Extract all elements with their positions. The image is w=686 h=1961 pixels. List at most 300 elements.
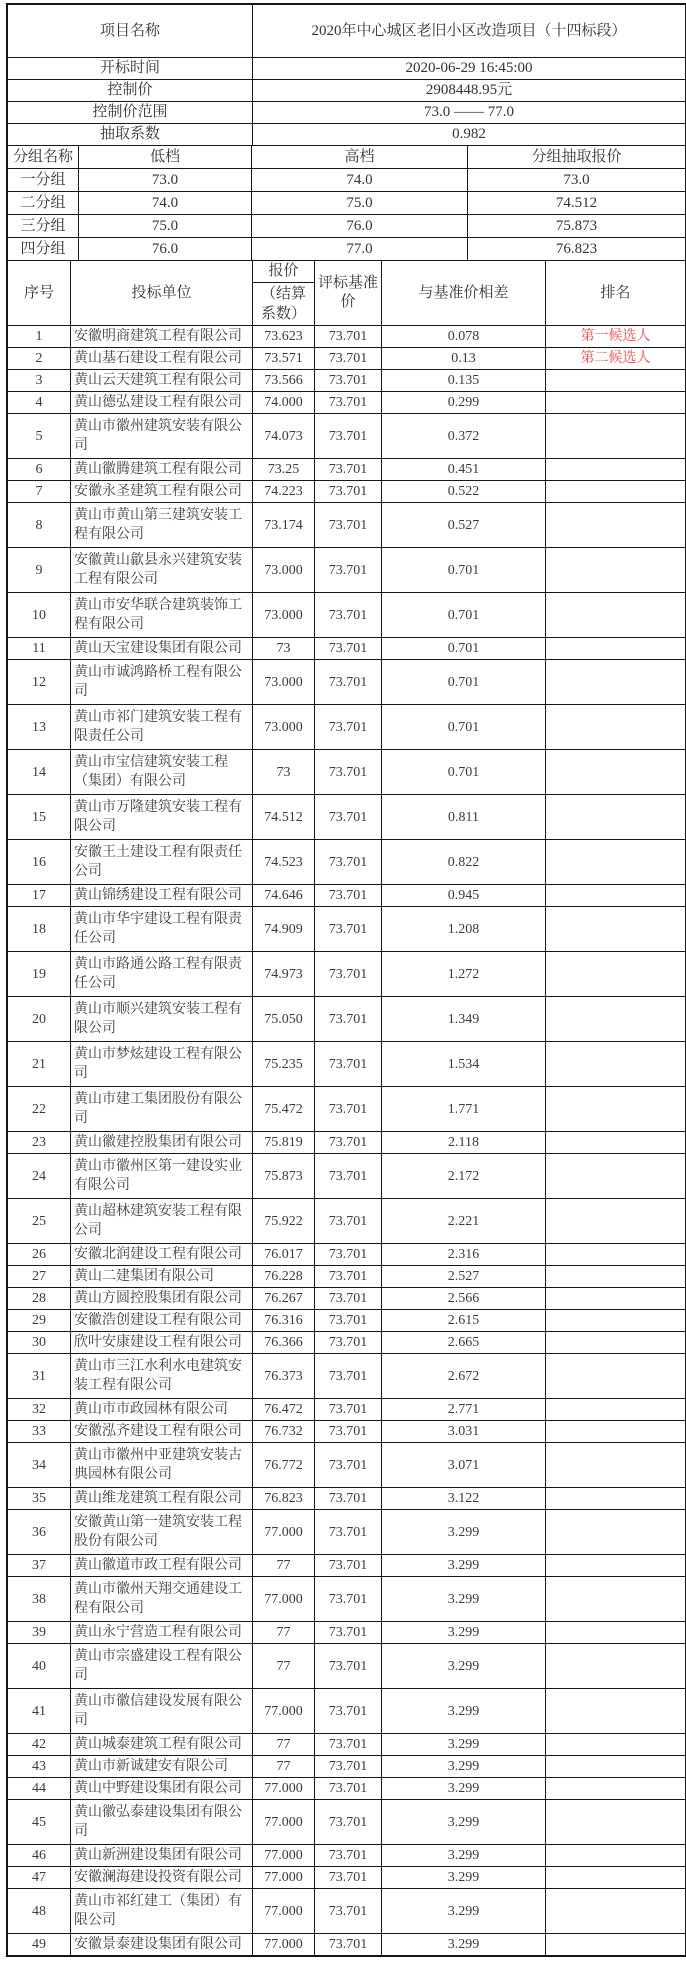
info-label-coefficient: 抽取系数	[8, 124, 253, 146]
bid-row	[8, 1154, 686, 1199]
header-rank: 排名	[546, 261, 686, 326]
bid-row	[8, 952, 686, 997]
seq-cell: 26	[8, 1244, 71, 1266]
rank-cell	[546, 1042, 686, 1087]
seq-cell: 38	[8, 1577, 71, 1622]
base-price-cell: 73.701	[315, 1622, 382, 1644]
base-price-cell: 73.701	[315, 1867, 382, 1889]
info-label-price-range: 控制价范围	[8, 102, 253, 124]
seq-cell: 6	[8, 459, 71, 481]
bidder-cell: 黄山市徽州天翔交通建设工程有限公司	[71, 1577, 253, 1622]
bidder-cell: 黄山徽建控股集团有限公司	[71, 1132, 253, 1154]
seq-cell: 32	[8, 1399, 71, 1421]
diff-cell: 3.299	[382, 1689, 546, 1734]
group-header-row	[8, 146, 686, 169]
price-cell: 73.174	[253, 503, 315, 548]
group-name-cell: 二分组	[8, 192, 79, 215]
bid-row	[8, 1488, 686, 1510]
group-header-cell: 高档	[252, 146, 468, 169]
rank-cell	[546, 907, 686, 952]
base-price-cell: 73.701	[315, 326, 382, 348]
seq-cell: 28	[8, 1288, 71, 1310]
price-cell: 76.316	[253, 1310, 315, 1332]
rank-cell	[546, 1867, 686, 1889]
base-price-cell: 73.701	[315, 481, 382, 503]
rank-cell	[546, 1622, 686, 1644]
seq-cell: 23	[8, 1132, 71, 1154]
seq-cell: 25	[8, 1199, 71, 1244]
seq-cell: 8	[8, 503, 71, 548]
seq-cell: 47	[8, 1867, 71, 1889]
base-price-cell: 73.701	[315, 1555, 382, 1577]
seq-cell: 49	[8, 1934, 71, 1956]
bid-row	[8, 503, 686, 548]
bid-row	[8, 1332, 686, 1354]
rank-cell	[546, 548, 686, 593]
price-cell: 74.223	[253, 481, 315, 503]
bidder-cell: 黄山城泰建筑工程有限公司	[71, 1734, 253, 1756]
seq-cell: 35	[8, 1488, 71, 1510]
info-label-open-time: 开标时间	[8, 58, 253, 80]
base-price-cell: 73.701	[315, 1845, 382, 1867]
bidder-cell: 黄山市祁门建筑安装工程有限责任公司	[71, 705, 253, 750]
bid-row	[8, 370, 686, 392]
base-price-cell: 73.701	[315, 1266, 382, 1288]
diff-cell: 0.822	[382, 840, 546, 885]
seq-cell: 7	[8, 481, 71, 503]
rank-cell	[546, 1577, 686, 1622]
diff-cell: 0.945	[382, 885, 546, 907]
bidder-cell: 黄山二建集团有限公司	[71, 1266, 253, 1288]
seq-cell: 45	[8, 1800, 71, 1845]
price-cell: 75.873	[253, 1154, 315, 1199]
group-row	[8, 169, 686, 192]
bidder-cell: 黄山市建工集团股份有限公司	[71, 1087, 253, 1132]
bid-row	[8, 795, 686, 840]
rank-cell	[546, 1132, 686, 1154]
rank-cell	[546, 1332, 686, 1354]
seq-cell: 46	[8, 1845, 71, 1867]
info-value-project: 2020年中心城区老旧小区改造项目（十四标段）	[253, 5, 686, 58]
bid-row	[8, 1756, 686, 1778]
seq-cell: 36	[8, 1510, 71, 1555]
rank-cell	[546, 1889, 686, 1934]
price-cell: 77.000	[253, 1689, 315, 1734]
seq-cell: 10	[8, 593, 71, 638]
seq-cell: 2	[8, 348, 71, 370]
seq-cell: 14	[8, 750, 71, 795]
bid-row	[8, 1778, 686, 1800]
price-cell: 74.973	[253, 952, 315, 997]
bidder-cell: 安徽浩创建设工程有限公司	[71, 1310, 253, 1332]
group-header-cell: 分组名称	[8, 146, 79, 169]
diff-cell: 2.665	[382, 1332, 546, 1354]
seq-cell: 37	[8, 1555, 71, 1577]
base-price-cell: 73.701	[315, 638, 382, 660]
low-band-cell: 75.0	[79, 215, 252, 238]
diff-cell: 3.299	[382, 1734, 546, 1756]
rank-cell	[546, 1510, 686, 1555]
price-cell: 77.000	[253, 1934, 315, 1956]
price-cell: 75.050	[253, 997, 315, 1042]
base-price-cell: 73.701	[315, 593, 382, 638]
price-cell: 76.228	[253, 1266, 315, 1288]
bidder-cell: 安徽永圣建筑工程有限公司	[71, 481, 253, 503]
bidder-cell: 黄山中野建设集团有限公司	[71, 1778, 253, 1800]
info-label-control-price: 控制价	[8, 80, 253, 102]
base-price-cell: 73.701	[315, 348, 382, 370]
price-cell: 77	[253, 1756, 315, 1778]
bid-row	[8, 1734, 686, 1756]
bid-row	[8, 750, 686, 795]
bidder-cell: 黄山市新诚建安有限公司	[71, 1756, 253, 1778]
diff-cell: 0.701	[382, 638, 546, 660]
price-cell: 77.000	[253, 1510, 315, 1555]
rank-cell	[546, 660, 686, 705]
base-price-cell: 73.701	[315, 1354, 382, 1399]
diff-cell: 0.527	[382, 503, 546, 548]
base-price-cell: 73.701	[315, 1421, 382, 1443]
bidder-cell: 黄山维龙建筑工程有限公司	[71, 1488, 253, 1510]
base-price-cell: 73.701	[315, 392, 382, 414]
base-price-cell: 73.701	[315, 1689, 382, 1734]
seq-cell: 16	[8, 840, 71, 885]
base-price-cell: 73.701	[315, 1042, 382, 1087]
diff-cell: 2.527	[382, 1266, 546, 1288]
bidder-cell: 黄山基石建设工程有限公司	[71, 348, 253, 370]
diff-cell: 0.701	[382, 548, 546, 593]
high-band-cell: 74.0	[252, 169, 468, 192]
bidder-cell: 黄山市路通公路工程有限责任公司	[71, 952, 253, 997]
seq-cell: 43	[8, 1756, 71, 1778]
base-price-cell: 73.701	[315, 548, 382, 593]
bidder-cell: 黄山市万隆建筑安装工程有限公司	[71, 795, 253, 840]
base-price-cell: 73.701	[315, 1154, 382, 1199]
bidder-cell: 黄山徽弘泰建设集团有限公司	[71, 1800, 253, 1845]
price-cell: 77.000	[253, 1845, 315, 1867]
price-cell: 73.000	[253, 705, 315, 750]
info-value-control-price: 2908448.95元	[253, 80, 686, 102]
price-cell: 73.571	[253, 348, 315, 370]
price-cell: 77.000	[253, 1800, 315, 1845]
rank-cell	[546, 750, 686, 795]
bid-row	[8, 326, 686, 348]
info-value-open-time: 2020-06-29 16:45:00	[253, 58, 686, 80]
bidder-cell: 安徽黄山第一建筑安装工程股份有限公司	[71, 1510, 253, 1555]
rank-cell	[546, 840, 686, 885]
price-cell: 77	[253, 1644, 315, 1689]
rank-cell	[546, 1310, 686, 1332]
base-price-cell: 73.701	[315, 1310, 382, 1332]
bidder-cell: 黄山新洲建设集团有限公司	[71, 1845, 253, 1867]
bid-row	[8, 1399, 686, 1421]
bidder-cell: 黄山市安华联合建筑装饰工程有限公司	[71, 593, 253, 638]
base-price-cell: 73.701	[315, 750, 382, 795]
diff-cell: 0.299	[382, 392, 546, 414]
seq-cell: 19	[8, 952, 71, 997]
group-name-cell: 四分组	[8, 238, 79, 261]
header-price	[253, 261, 315, 326]
price-cell: 75.472	[253, 1087, 315, 1132]
rank-cell: 第一候选人	[546, 326, 686, 348]
bid-row	[8, 1244, 686, 1266]
diff-cell: 0.811	[382, 795, 546, 840]
base-price-cell: 73.701	[315, 1889, 382, 1934]
rank-cell	[546, 1087, 686, 1132]
bid-row	[8, 705, 686, 750]
diff-cell: 0.522	[382, 481, 546, 503]
bid-row	[8, 1800, 686, 1845]
bid-row	[8, 1266, 686, 1288]
bidder-cell: 黄山云天建筑工程有限公司	[71, 370, 253, 392]
bidder-cell: 欣叶安康建设工程有限公司	[71, 1332, 253, 1354]
price-cell: 75.922	[253, 1199, 315, 1244]
seq-cell: 34	[8, 1443, 71, 1488]
bid-row	[8, 885, 686, 907]
rank-cell	[546, 1555, 686, 1577]
rank-cell: 第二候选人	[546, 348, 686, 370]
base-price-cell: 73.701	[315, 1510, 382, 1555]
spreadsheet-area	[6, 3, 686, 1957]
bid-row	[8, 481, 686, 503]
bidder-cell: 黄山徽腾建筑工程有限公司	[71, 459, 253, 481]
low-band-cell: 74.0	[79, 192, 252, 215]
seq-cell: 44	[8, 1778, 71, 1800]
price-cell: 76.472	[253, 1399, 315, 1421]
price-cell: 73.000	[253, 593, 315, 638]
seq-cell: 24	[8, 1154, 71, 1199]
diff-cell: 1.771	[382, 1087, 546, 1132]
group-quote-cell: 75.873	[468, 215, 686, 238]
price-cell: 76.772	[253, 1443, 315, 1488]
rank-cell	[546, 1845, 686, 1867]
bid-row	[8, 593, 686, 638]
diff-cell: 3.299	[382, 1555, 546, 1577]
diff-cell: 3.299	[382, 1800, 546, 1845]
diff-cell: 1.534	[382, 1042, 546, 1087]
price-cell: 73.000	[253, 660, 315, 705]
price-cell: 76.373	[253, 1354, 315, 1399]
seq-cell: 20	[8, 997, 71, 1042]
diff-cell: 0.701	[382, 660, 546, 705]
group-quote-cell: 76.823	[468, 238, 686, 261]
price-cell: 73.623	[253, 326, 315, 348]
bid-row	[8, 1042, 686, 1087]
bidder-cell: 黄山永宁营造工程有限公司	[71, 1622, 253, 1644]
base-price-cell: 73.701	[315, 1332, 382, 1354]
base-price-cell: 73.701	[315, 1132, 382, 1154]
seq-cell: 41	[8, 1689, 71, 1734]
base-price-cell: 73.701	[315, 503, 382, 548]
bidder-cell: 黄山市诚鸿路桥工程有限公司	[71, 660, 253, 705]
rank-cell	[546, 1734, 686, 1756]
price-cell: 74.512	[253, 795, 315, 840]
bidder-cell: 黄山市徽州建筑安装有限公司	[71, 414, 253, 459]
base-price-cell: 73.701	[315, 705, 382, 750]
bidder-cell: 黄山市梦炫建设工程有限公司	[71, 1042, 253, 1087]
bid-row	[8, 1555, 686, 1577]
bid-row	[8, 1132, 686, 1154]
diff-cell: 0.701	[382, 750, 546, 795]
bid-row	[8, 414, 686, 459]
project-info-table	[7, 4, 686, 146]
group-row	[8, 238, 686, 261]
base-price-cell: 73.701	[315, 1577, 382, 1622]
bid-row	[8, 840, 686, 885]
seq-cell: 15	[8, 795, 71, 840]
diff-cell: 3.071	[382, 1443, 546, 1488]
base-price-cell: 73.701	[315, 1734, 382, 1756]
info-value-coefficient: 0.982	[253, 124, 686, 146]
bid-row	[8, 997, 686, 1042]
base-price-cell: 73.701	[315, 1778, 382, 1800]
price-cell: 76.267	[253, 1288, 315, 1310]
bidder-cell: 安徽景泰建设集团有限公司	[71, 1934, 253, 1956]
base-price-cell: 73.701	[315, 1800, 382, 1845]
bid-row	[8, 1689, 686, 1734]
rank-cell	[546, 1154, 686, 1199]
price-cell: 77	[253, 1555, 315, 1577]
bidder-cell: 黄山市华宇建设工程有限责任公司	[71, 907, 253, 952]
group-header-cell: 低档	[79, 146, 252, 169]
bid-row	[8, 1644, 686, 1689]
diff-cell: 1.349	[382, 997, 546, 1042]
bid-row	[8, 1622, 686, 1644]
price-cell: 73	[253, 638, 315, 660]
base-price-cell: 73.701	[315, 414, 382, 459]
diff-cell: 2.316	[382, 1244, 546, 1266]
diff-cell: 2.771	[382, 1399, 546, 1421]
diff-cell: 2.221	[382, 1199, 546, 1244]
price-cell: 73.566	[253, 370, 315, 392]
price-cell: 73.25	[253, 459, 315, 481]
diff-cell: 3.122	[382, 1488, 546, 1510]
base-price-cell: 73.701	[315, 370, 382, 392]
seq-cell: 48	[8, 1889, 71, 1934]
bid-row	[8, 1199, 686, 1244]
bid-row	[8, 1288, 686, 1310]
bidder-cell: 黄山市顺兴建筑安装工程有限公司	[71, 997, 253, 1042]
seq-cell: 11	[8, 638, 71, 660]
info-value-price-range: 73.0 —— 77.0	[253, 102, 686, 124]
base-price-cell: 73.701	[315, 1644, 382, 1689]
seq-cell: 22	[8, 1087, 71, 1132]
price-cell: 76.017	[253, 1244, 315, 1266]
rank-cell	[546, 795, 686, 840]
bidder-cell: 黄山市徽信建设发展有限公司	[71, 1689, 253, 1734]
diff-cell: 3.299	[382, 1867, 546, 1889]
high-band-cell: 75.0	[252, 192, 468, 215]
diff-cell: 0.372	[382, 414, 546, 459]
rank-cell	[546, 885, 686, 907]
rank-cell	[546, 1689, 686, 1734]
diff-cell: 3.299	[382, 1577, 546, 1622]
bid-row	[8, 1577, 686, 1622]
rank-cell	[546, 1244, 686, 1266]
bidder-cell: 黄山市徽州中亚建筑安装古典园林有限公司	[71, 1443, 253, 1488]
header-price-bottom: （结算系数）	[260, 286, 306, 322]
bid-row	[8, 1421, 686, 1443]
group-name-cell: 三分组	[8, 215, 79, 238]
bidder-cell: 安徽黄山歙县永兴建筑安装工程有限公司	[71, 548, 253, 593]
high-band-cell: 76.0	[252, 215, 468, 238]
price-cell: 74.000	[253, 392, 315, 414]
diff-cell: 3.299	[382, 1756, 546, 1778]
seq-cell: 3	[8, 370, 71, 392]
diff-cell: 2.566	[382, 1288, 546, 1310]
diff-cell: 3.299	[382, 1778, 546, 1800]
price-cell: 77	[253, 1622, 315, 1644]
bid-row	[8, 1087, 686, 1132]
base-price-cell: 73.701	[315, 1244, 382, 1266]
base-price-cell: 73.701	[315, 660, 382, 705]
rank-cell	[546, 1399, 686, 1421]
bidder-cell: 安徽北润建设工程有限公司	[71, 1244, 253, 1266]
diff-cell: 2.172	[382, 1154, 546, 1199]
base-price-cell: 73.701	[315, 952, 382, 997]
price-cell: 74.073	[253, 414, 315, 459]
group-row	[8, 192, 686, 215]
group-quote-cell: 74.512	[468, 192, 686, 215]
base-price-cell: 73.701	[315, 1087, 382, 1132]
seq-cell: 27	[8, 1266, 71, 1288]
base-price-cell: 73.701	[315, 1399, 382, 1421]
bidder-cell: 安徽泓齐建设工程有限公司	[71, 1421, 253, 1443]
bid-table-header-row	[8, 261, 686, 326]
header-base-price: 评标基准价	[315, 261, 382, 326]
bidder-cell: 黄山天宝建设集团有限公司	[71, 638, 253, 660]
bid-row	[8, 1845, 686, 1867]
bidder-cell: 黄山市徽州区第一建设实业有限公司	[71, 1154, 253, 1199]
rank-cell	[546, 952, 686, 997]
price-cell: 74.646	[253, 885, 315, 907]
base-price-cell: 73.701	[315, 795, 382, 840]
price-cell: 75.819	[253, 1132, 315, 1154]
seq-cell: 12	[8, 660, 71, 705]
bid-results-table	[7, 260, 686, 1956]
bid-row	[8, 1510, 686, 1555]
bid-row	[8, 392, 686, 414]
rank-cell	[546, 414, 686, 459]
rank-cell	[546, 997, 686, 1042]
group-header-cell: 分组抽取报价	[468, 146, 686, 169]
bid-row	[8, 638, 686, 660]
price-cell: 77	[253, 1734, 315, 1756]
diff-cell: 3.299	[382, 1622, 546, 1644]
header-price-top: 报价	[253, 261, 314, 283]
rank-cell	[546, 1934, 686, 1956]
diff-cell: 2.118	[382, 1132, 546, 1154]
group-row	[8, 215, 686, 238]
diff-cell: 3.299	[382, 1934, 546, 1956]
diff-cell: 0.13	[382, 348, 546, 370]
base-price-cell: 73.701	[315, 1443, 382, 1488]
diff-cell: 0.701	[382, 593, 546, 638]
price-cell: 73	[253, 750, 315, 795]
bidder-cell: 黄山德弘建设工程有限公司	[71, 392, 253, 414]
bid-row	[8, 1889, 686, 1934]
price-cell: 76.732	[253, 1421, 315, 1443]
seq-cell: 18	[8, 907, 71, 952]
bidder-cell: 黄山市宗盛建设工程有限公司	[71, 1644, 253, 1689]
low-band-cell: 76.0	[79, 238, 252, 261]
seq-cell: 21	[8, 1042, 71, 1087]
seq-cell: 39	[8, 1622, 71, 1644]
price-cell: 76.366	[253, 1332, 315, 1354]
rank-cell	[546, 1443, 686, 1488]
rank-cell	[546, 503, 686, 548]
group-quote-cell: 73.0	[468, 169, 686, 192]
